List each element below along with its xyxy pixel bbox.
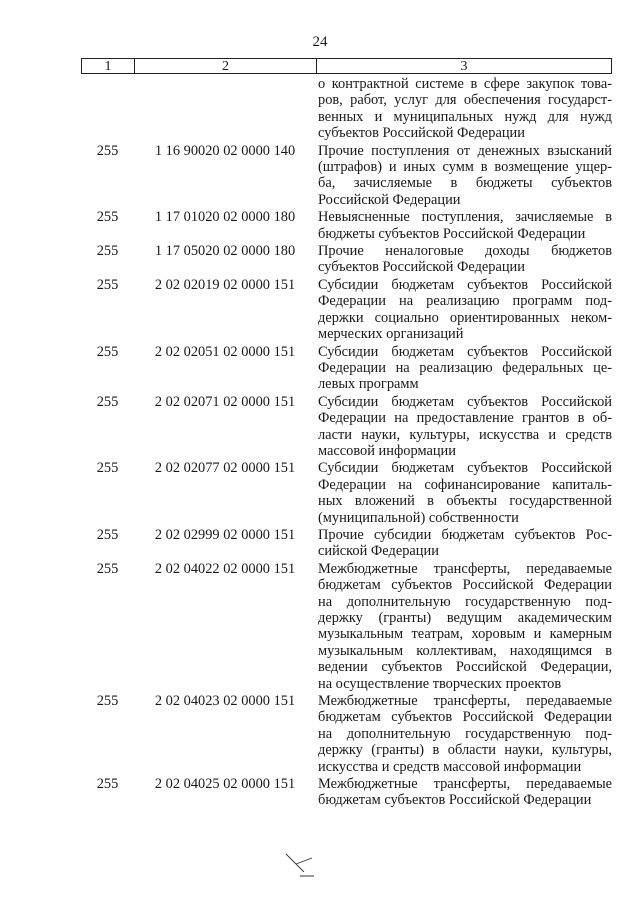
admin-code-cell: 255 (96, 693, 119, 710)
description-line: субъектов Российской Федерации (318, 259, 525, 276)
description-cell (316, 209, 612, 242)
description-line: музыкальным театрам, хоровым и камерным (318, 626, 612, 643)
budget-code-cell: 2 02 04023 02 0000 151 (154, 693, 296, 710)
description-line: на дополнительную государственную под- (318, 725, 612, 742)
admin-code-cell (81, 76, 134, 142)
header-col-2: 2 (135, 59, 317, 73)
description-cell (316, 460, 612, 526)
budget-code-cell: 2 02 02077 02 0000 151 (154, 460, 296, 477)
table-header (81, 58, 612, 74)
handwritten-mark (282, 850, 316, 882)
description-line: ных вложений в объекты государственной (318, 493, 612, 510)
table-row (81, 527, 612, 560)
description-line: Субсидии бюджетам субъектов Российской (318, 460, 612, 477)
admin-code-cell: 255 (96, 526, 119, 543)
budget-code-cell: 2 02 02999 02 0000 151 (154, 526, 296, 543)
budget-code-cell: 2 02 02071 02 0000 151 (154, 393, 296, 410)
table-row (81, 143, 612, 209)
admin-code-cell: 255 (96, 776, 119, 793)
header-col-1: 1 (82, 59, 135, 73)
table-row (81, 76, 612, 142)
description-line: бюджетам субъектов Российской Федерации (318, 709, 612, 726)
description-line: музыкальным коллективам, находящимся в (318, 642, 612, 659)
table-row (81, 243, 612, 276)
description-line: на осуществление творческих проектов (318, 675, 562, 692)
description-line: Субсидии бюджетам субъектов Российской (318, 393, 612, 410)
table-row (81, 460, 612, 526)
description-line: ба, зачисляемые в бюджеты субъектов (318, 175, 612, 192)
description-cell (316, 344, 612, 393)
description-line: держки социально ориентированных неком- (318, 309, 612, 326)
description-line: мерческих организаций (318, 326, 464, 343)
description-line: Российской Федерации (318, 191, 461, 208)
description-line: Федерации на софинансирование капиталь- (318, 476, 612, 493)
description-line: Прочие неналоговые доходы бюджетов (318, 243, 612, 260)
description-line: Субсидии бюджетам субъектов Российской (318, 276, 612, 293)
admin-code-cell: 255 (96, 343, 119, 360)
description-line: левых программ (318, 376, 419, 393)
table-row (81, 561, 612, 692)
header-col-3: 3 (460, 59, 468, 74)
description-line: на дополнительную государственную под- (318, 593, 612, 610)
description-line: Межбюджетные трансферты, передаваемые (318, 693, 612, 710)
admin-code-cell: 255 (96, 460, 119, 477)
description-line: субъектов Российской Федерации (318, 125, 525, 142)
description-cell (316, 277, 612, 343)
description-line: Межбюджетные трансферты, передаваемые (318, 560, 612, 577)
description-line: Прочие поступления от денежных взысканий (318, 142, 612, 159)
description-line: искусства и средств массовой информации (318, 758, 582, 775)
admin-code-cell: 255 (96, 243, 119, 260)
description-cell (316, 693, 612, 775)
description-line: венных и муниципальных нужд для нужд (318, 108, 612, 125)
description-line: держку (гранты) ведущим академическим (318, 610, 612, 626)
description-line: Невыясненные поступления, зачисляемые в (318, 209, 612, 226)
budget-code-cell: 2 02 02019 02 0000 151 (154, 276, 296, 293)
description-line: Субсидии бюджетам субъектов Российской (318, 343, 612, 360)
budget-code-cell (134, 76, 316, 142)
admin-code-cell: 255 (96, 142, 119, 159)
table-row (81, 209, 612, 242)
table-row (81, 277, 612, 343)
table-row (81, 776, 612, 809)
description-line: Прочие субсидии бюджетам субъектов Рос- (318, 526, 612, 543)
description-line: Федерации на реализацию федеральных це- (318, 359, 612, 376)
description-cell (316, 561, 612, 692)
description-cell (316, 243, 612, 276)
description-line: Федерации на предоставление грантов в об- (318, 410, 612, 427)
description-cell (316, 527, 612, 560)
description-cell (316, 394, 612, 460)
description-cell (316, 76, 612, 142)
description-line: держку (гранты) в области науки, культуры, (318, 742, 612, 759)
description-line: массовой информации (318, 442, 456, 459)
budget-code-cell: 1 17 01020 02 0000 180 (154, 209, 296, 226)
description-line: Федерации на реализацию программ под- (318, 293, 612, 310)
table-row (81, 344, 612, 393)
description-line: ласти науки, культуры, искусства и средств (318, 426, 612, 443)
description-line: бюджетам субъектов Российской Федерации (318, 792, 592, 809)
table-row (81, 394, 612, 460)
budget-code-cell: 2 02 04022 02 0000 151 (154, 560, 296, 577)
table-row (81, 693, 612, 775)
budget-code-cell: 1 17 05020 02 0000 180 (154, 243, 296, 260)
admin-code-cell: 255 (96, 560, 119, 577)
description-line: бюджеты субъектов Российской Федерации (318, 225, 586, 242)
admin-code-cell: 255 (96, 393, 119, 410)
description-line: (штрафов) и иных сумм в возмещение ущер- (318, 159, 612, 176)
description-line: сийской Федерации (318, 543, 439, 560)
description-cell (316, 776, 612, 809)
admin-code-cell: 255 (96, 276, 119, 293)
table-body (81, 76, 612, 810)
description-line: бюджетам субъектов Российской Федерации (318, 577, 612, 594)
budget-code-cell: 2 02 02051 02 0000 151 (154, 343, 296, 360)
description-line: ведении субъектов Российской Федерации, (318, 659, 612, 676)
page-number: 24 (312, 34, 328, 50)
budget-code-cell: 2 02 04025 02 0000 151 (154, 776, 296, 793)
description-line: (муниципальной) собственности (318, 509, 519, 526)
description-line: Межбюджетные трансферты, передаваемые (318, 776, 612, 793)
description-line: о контрактной системе в сфере закупок това- (318, 76, 612, 92)
description-cell (316, 143, 612, 209)
budget-code-cell: 1 16 90020 02 0000 140 (154, 142, 296, 159)
description-line: ров, работ, услуг для обеспечения государст- (318, 92, 612, 109)
admin-code-cell: 255 (96, 209, 119, 226)
